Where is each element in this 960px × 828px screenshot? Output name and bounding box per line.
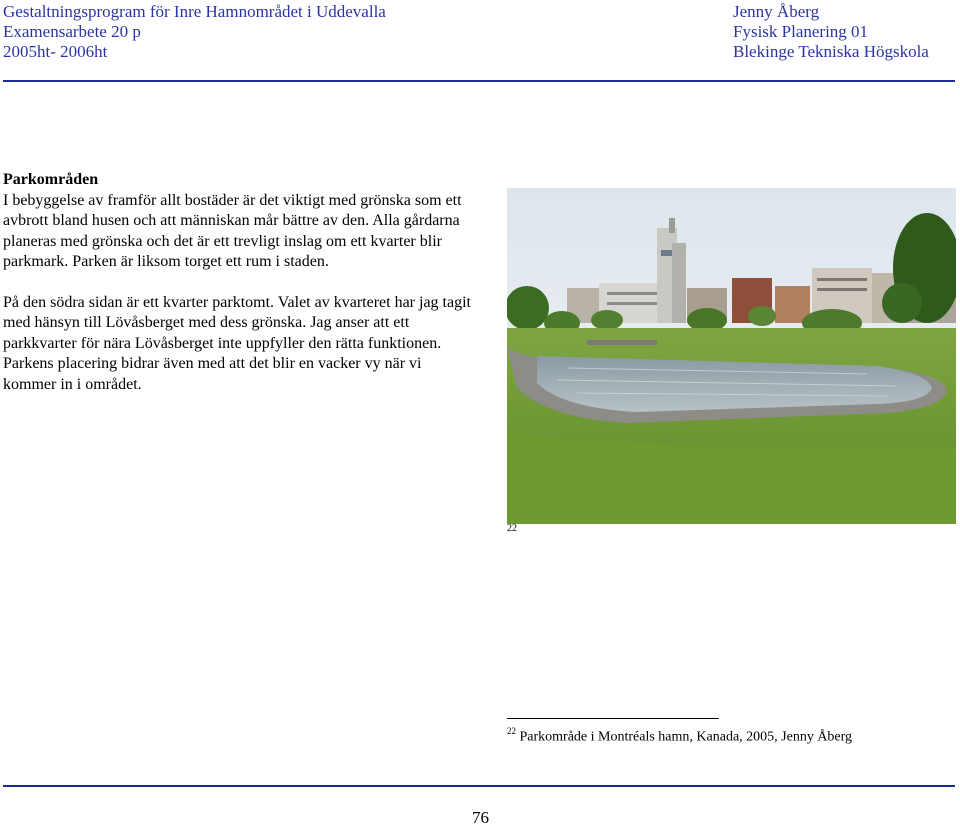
header-program: Fysisk Planering 01 — [733, 22, 869, 41]
section-heading: Parkområden — [3, 171, 99, 188]
header-institution: Blekinge Tekniska Högskola — [733, 42, 929, 61]
paragraph-2: På den södra sidan är ett kvarter parktomt. Valet av kvarteret har jag tagit med hänsyn till Lövåsberget med dess grönska. Jag anser att ett parkkvarter för nära Lövåsberget inte uppfyller den rätta funktionen. Parkens placering bidrar även med att det blir en vacker vy när vi kommer in i området. — [3, 293, 471, 393]
header-course: Examensarbete 20 p — [3, 22, 141, 41]
page-number: 76 — [472, 808, 489, 827]
paragraph-1: I bebyggelse av framför allt bostäder är det viktigt med grönska som ett avbrott bland husen och att människan mår bättre av den. Alla gårdarna planeras med grönska och det är ett trevligt inslag om ett kvarter blir parkmark. Parken är liksom torget ett rum i staden. — [3, 191, 462, 270]
header-document-title: Gestaltningsprogram för Inre Hamnområdet i Uddevalla — [3, 2, 386, 21]
header-author: Jenny Åberg — [733, 2, 820, 21]
section-parkomraden — [3, 170, 473, 395]
footer-rule — [3, 785, 955, 787]
footnote — [507, 727, 852, 746]
park-photo — [507, 188, 956, 524]
footnote-number: 22 — [507, 726, 516, 736]
header-rule — [3, 80, 955, 82]
footnote-text: Parkområde i Montréals hamn, Kanada, 2005, Jenny Åberg — [519, 729, 853, 745]
header-term: 2005ht- 2006ht — [3, 42, 108, 61]
footnote-rule — [507, 718, 719, 719]
photo-bridge — [587, 340, 657, 345]
figure-reference: 22 — [507, 523, 517, 534]
header-right — [733, 2, 929, 62]
header-left — [3, 2, 386, 62]
